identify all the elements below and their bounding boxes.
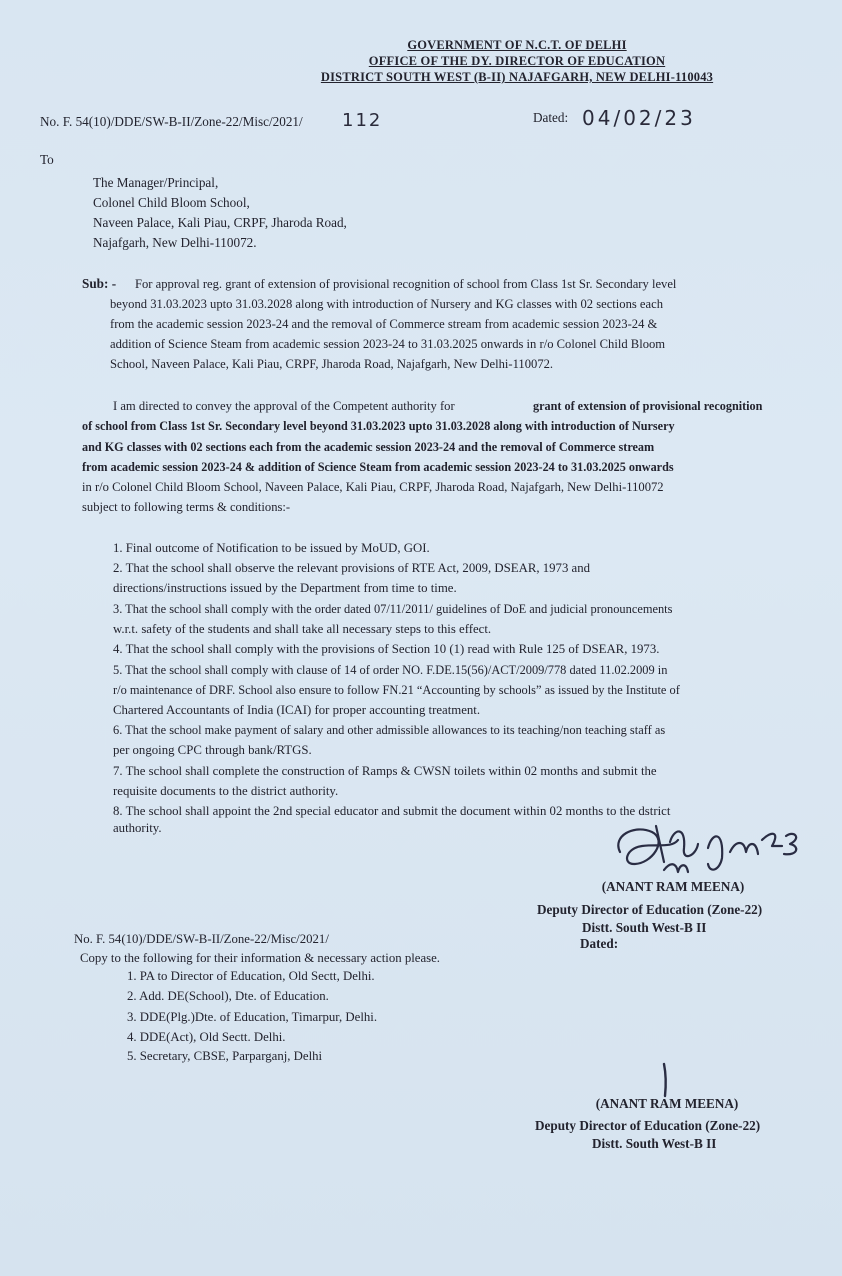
signatory-name-2: (ANANT RAM MEENA) (595, 1096, 739, 1111)
addressee-line: Najafgarh, New Delhi-110072. (93, 235, 257, 250)
body-bold-text: grant of extension of provisional recognition (533, 399, 763, 413)
condition-item: requisite documents to the district authority. (113, 784, 339, 798)
to-label: To (40, 152, 54, 167)
condition-item: w.r.t. safety of the students and shall take all necessary steps to this effect. (113, 622, 492, 636)
subject-line: beyond 31.03.2023 upto 31.03.2028 along with introduction of Nursery and KG classes with 02 sections each (110, 297, 663, 311)
signatory-district: Distt. South West-B II (582, 920, 707, 935)
condition-item: 3. That the school shall comply with the order dated 07/11/2011/ guidelines of DoE and judicial pronouncements (113, 602, 673, 616)
subject-line: addition of Science Steam from academic session 2023-24 to 31.03.2025 onwards in r/o Colonel Child Bloom (110, 337, 666, 351)
signatory-name: (ANANT RAM MEENA) (601, 879, 745, 894)
addressee-line: The Manager/Principal, (93, 175, 219, 190)
condition-item: 8. The school shall appoint the 2nd special educator and submit the document within 02 months to the dstrict (113, 804, 671, 818)
copy-recipient: 3. DDE(Plg.)Dte. of Education, Timarpur, Delhi. (127, 1010, 378, 1024)
condition-item: per ongoing CPC through bank/RTGS. (113, 743, 312, 757)
condition-item: 5. That the school shall comply with clause of 14 of order NO. F.DE.15(56)/ACT/2009/778 dated 11.02.2009 in (113, 663, 668, 677)
dated-label: Dated: (533, 110, 569, 125)
copy-intro: Copy to the following for their information & necessary action please. (80, 951, 440, 965)
addressee-line: Naveen Palace, Kali Piau, CRPF, Jharoda Road, (93, 215, 347, 230)
copy-recipient: 1. PA to Director of Education, Old Sectt, Delhi. (127, 969, 375, 983)
signature-tick-mark (656, 1062, 676, 1098)
handwritten-letter-number: 112 (342, 110, 383, 131)
reference-number: No. F. 54(10)/DDE/SW-B-II/Zone-22/Misc/2021/ (40, 114, 303, 129)
body-bold-text: from academic session 2023-24 & addition of Science Steam from academic session 2023-24 to 31.03.2025 onwards (82, 460, 674, 474)
header-office: OFFICE OF THE DY. DIRECTOR OF EDUCATION (368, 54, 666, 68)
condition-item: 6. That the school make payment of salary and other admissible allowances to its teaching/non teaching staff as (113, 723, 666, 737)
handwritten-date: 04/02/23 (582, 106, 696, 130)
body-text: in r/o Colonel Child Bloom School, Naveen Palace, Kali Piau, CRPF, Jharoda Road, Najafgarh, New Delhi-110072 (82, 480, 664, 494)
copy-recipient: 5. Secretary, CBSE, Parparganj, Delhi (127, 1049, 323, 1063)
signatory-district-2: Distt. South West-B II (592, 1136, 717, 1151)
subject-line: from the academic session 2023-24 and the removal of Commerce stream from academic session 2023-24 & (110, 317, 658, 331)
signature-scribble (612, 818, 802, 884)
copy-recipient: 4. DDE(Act), Old Sectt. Delhi. (127, 1030, 286, 1044)
subject-line: School, Naveen Palace, Kali Piau, CRPF, Jharoda Road, Najafgarh, New Delhi-110072. (110, 357, 554, 371)
body-bold-text: and KG classes with 02 sections each from the academic session 2023-24 and the removal of Commerce stream (82, 440, 655, 454)
signatory-designation: Deputy Director of Education (Zone-22) (537, 902, 763, 917)
condition-item: 4. That the school shall comply with the provisions of Section 10 (1) read with Rule 125 of DSEAR, 1973. (113, 642, 660, 656)
copy-recipient: 2. Add. DE(School), Dte. of Education. (127, 989, 329, 1003)
condition-item: r/o maintenance of DRF. School also ensure to follow FN.21 “Accounting by schools” as issued by the Institute of (113, 683, 680, 697)
signature-dated-label: Dated: (580, 936, 619, 951)
body-text: subject to following terms & conditions:- (82, 500, 291, 514)
body-intro: I am directed to convey the approval of the Competent authority for (113, 399, 455, 413)
subject-line: For approval reg. grant of extension of provisional recognition of school from Class 1st Sr. Secondary level (135, 277, 677, 291)
addressee-line: Colonel Child Bloom School, (93, 195, 250, 210)
signature-scribble-text (608, 822, 609, 823)
condition-item: 7. The school shall complete the construction of Ramps & CWSN toilets within 02 months and submit the (113, 764, 657, 778)
condition-item: 2. That the school shall observe the relevant provisions of RTE Act, 2009, DSEAR, 1973 and (113, 561, 591, 575)
header-government: GOVERNMENT OF N.C.T. OF DELHI (407, 38, 627, 52)
condition-item: Chartered Accountants of India (ICAI) for proper accounting treatment. (113, 703, 481, 717)
copy-reference-number: No. F. 54(10)/DDE/SW-B-II/Zone-22/Misc/2021/ (74, 932, 329, 946)
subject-label: Sub: - (82, 276, 117, 291)
body-bold-text: of school from Class 1st Sr. Secondary level beyond 31.03.2023 upto 31.03.2028 along with introduction of Nursery (82, 419, 675, 433)
condition-item: directions/instructions issued by the Department from time to time. (113, 581, 457, 595)
header-district: DISTRICT SOUTH WEST (B-II) NAJAFGARH, NEW DELHI-110043 (320, 70, 714, 84)
signatory-designation-2: Deputy Director of Education (Zone-22) (535, 1118, 761, 1133)
condition-item: 1. Final outcome of Notification to be issued by MoUD, GOI. (113, 541, 430, 555)
condition-item: authority. (113, 821, 162, 835)
